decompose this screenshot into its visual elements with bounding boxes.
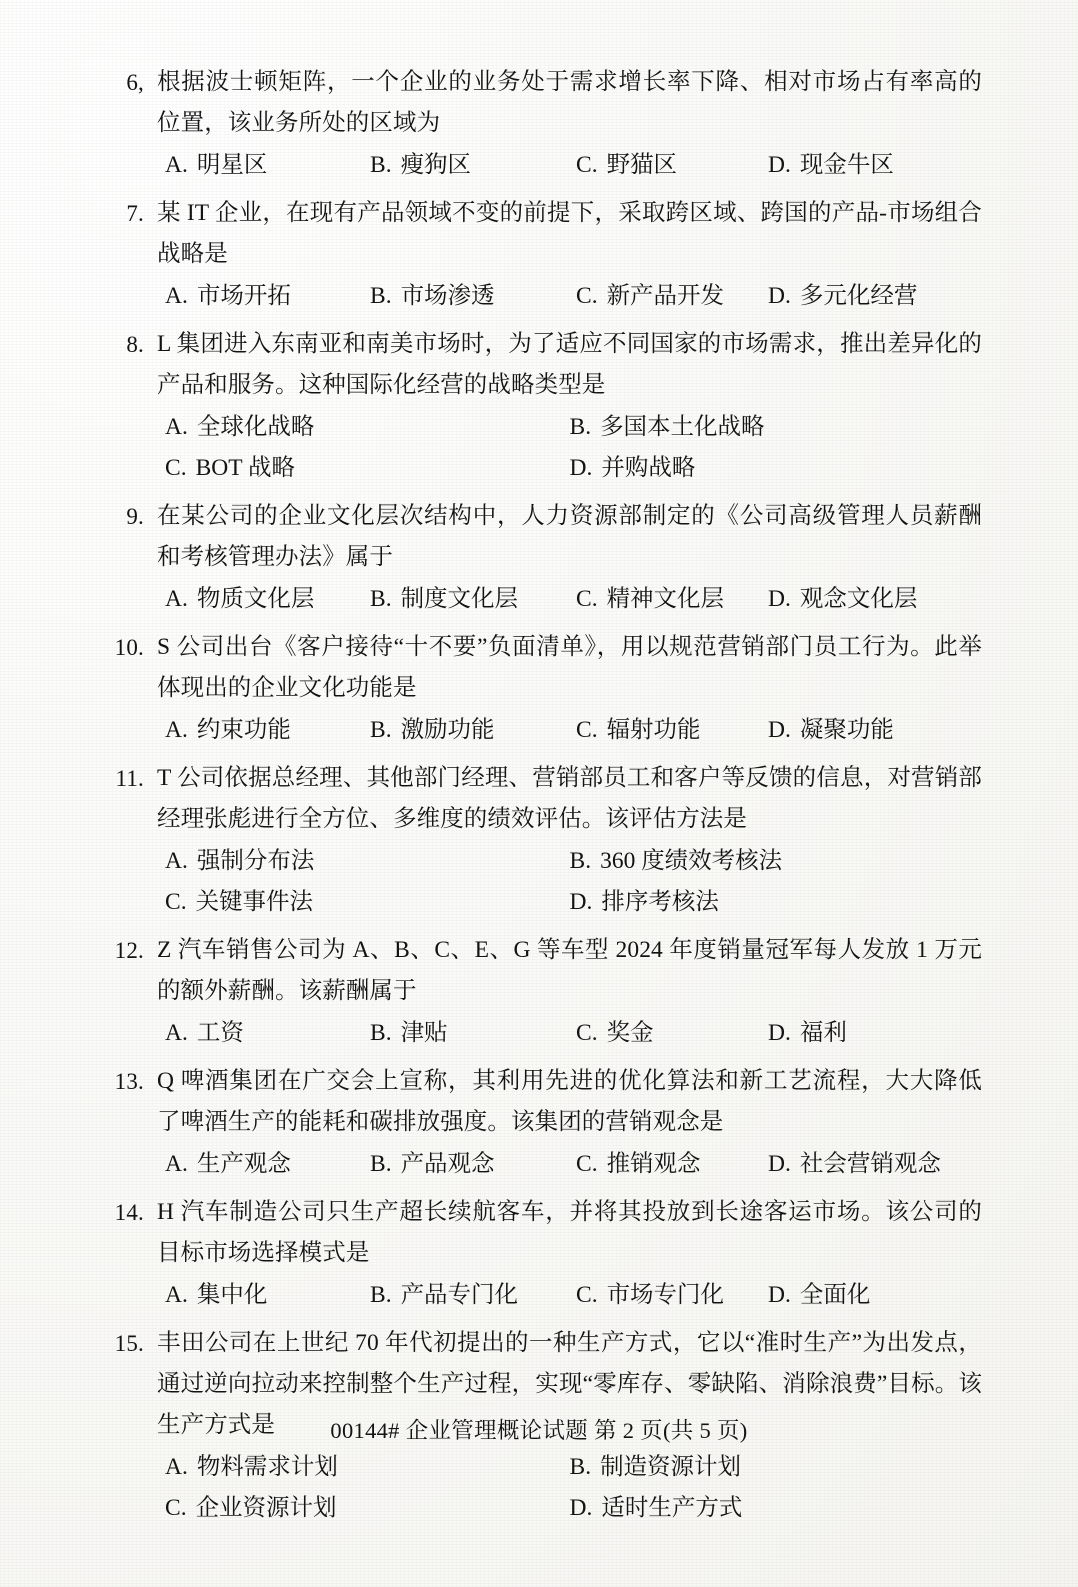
option-text: 观念文化层 xyxy=(799,586,918,612)
option-label: C . xyxy=(576,1151,598,1177)
question-stem: 根据波士顿矩阵，一个企业的业务处于需求增长率下降、相对市场占有率高的位置，该业务所处的区域为 xyxy=(157,69,982,136)
question-item xyxy=(104,62,982,186)
option-b[interactable] xyxy=(370,1144,576,1185)
option-label: C . xyxy=(576,283,598,309)
option-text: 制度文化层 xyxy=(400,586,519,612)
question-body xyxy=(144,930,982,1054)
option-label: D . xyxy=(570,455,593,481)
option-c[interactable] xyxy=(576,579,768,620)
option-text: 社会营销观念 xyxy=(799,1151,941,1177)
option-group xyxy=(157,1144,982,1185)
option-label: A . xyxy=(165,283,188,309)
option-c[interactable] xyxy=(576,145,768,186)
option-label: A . xyxy=(165,1020,188,1046)
option-b[interactable] xyxy=(370,579,576,620)
option-text: 物质文化层 xyxy=(196,586,315,612)
option-text: 产品观念 xyxy=(400,1151,495,1177)
option-group xyxy=(157,1275,982,1316)
question-stem: H 汽车制造公司只生产超长续航客车，并将其投放到长途客运市场。该公司的目标市场选择模式是 xyxy=(157,1199,982,1266)
option-label: D . xyxy=(768,586,791,612)
option-b[interactable] xyxy=(570,1447,983,1488)
option-b[interactable] xyxy=(370,145,576,186)
option-a[interactable] xyxy=(157,276,370,317)
option-c[interactable] xyxy=(576,710,768,751)
option-label: B . xyxy=(370,586,392,612)
option-label: D . xyxy=(768,283,791,309)
question-stem: T 公司依据总经理、其他部门经理、营销部员工和客户等反馈的信息，对营销部经理张彪进行全方位、多维度的绩效评估。该评估方法是 xyxy=(157,765,982,832)
option-c[interactable] xyxy=(576,1013,768,1054)
option-group xyxy=(157,710,982,751)
option-label: A . xyxy=(165,414,188,440)
question-item xyxy=(104,324,982,489)
option-text: 推销观念 xyxy=(606,1151,701,1177)
option-text: 凝聚功能 xyxy=(799,717,894,743)
question-body xyxy=(144,1192,982,1316)
question-number: 8. xyxy=(126,332,144,357)
option-a[interactable] xyxy=(157,145,370,186)
question-body xyxy=(144,324,982,489)
question-stem: 在某公司的企业文化层次结构中，人力资源部制定的《公司高级管理人员薪酬和考核管理办法》属于 xyxy=(157,503,982,570)
option-label: A . xyxy=(165,1282,188,1308)
question-body xyxy=(144,1061,982,1185)
option-text: 新产品开发 xyxy=(606,283,725,309)
option-label: D . xyxy=(570,1495,593,1521)
option-group xyxy=(157,1447,982,1529)
question-body xyxy=(144,62,982,186)
option-label: C . xyxy=(576,586,598,612)
option-text: 生产观念 xyxy=(196,1151,291,1177)
question-number: 7. xyxy=(126,201,144,226)
option-d[interactable] xyxy=(570,448,983,489)
question-body xyxy=(144,496,982,620)
option-text: 市场渗透 xyxy=(400,283,495,309)
option-a[interactable] xyxy=(157,1144,370,1185)
option-c[interactable] xyxy=(576,276,768,317)
option-label: D . xyxy=(570,889,593,915)
option-label: B . xyxy=(370,283,392,309)
question-item xyxy=(104,496,982,620)
page-footer: 00144# 企业管理概论试题 第 2 页(共 5 页) xyxy=(330,1418,748,1443)
option-label: B . xyxy=(370,717,392,743)
option-text: 奖金 xyxy=(606,1020,654,1046)
question-body xyxy=(144,193,982,317)
option-c[interactable] xyxy=(576,1144,768,1185)
option-text: 适时生产方式 xyxy=(601,1495,743,1521)
option-d[interactable] xyxy=(768,579,982,620)
option-label: C . xyxy=(165,889,187,915)
question-number: 15. xyxy=(114,1331,144,1356)
option-label: D . xyxy=(768,717,791,743)
option-label: A . xyxy=(165,717,188,743)
question-stem: 某 IT 企业，在现有产品领域不变的前提下，采取跨区域、跨国的产品-市场组合战略是 xyxy=(157,200,982,267)
option-text: 集中化 xyxy=(196,1282,268,1308)
option-text: 野猫区 xyxy=(606,152,678,178)
question-item xyxy=(104,930,982,1054)
option-text: 企业资源计划 xyxy=(195,1495,337,1521)
question-item xyxy=(104,1061,982,1185)
option-d[interactable] xyxy=(570,882,983,923)
option-text: 瘦狗区 xyxy=(400,152,472,178)
option-a[interactable] xyxy=(157,1447,570,1488)
option-label: B . xyxy=(570,414,592,440)
question-list xyxy=(104,62,982,1529)
option-label: C . xyxy=(576,152,598,178)
option-text: 福利 xyxy=(799,1020,847,1046)
option-label: D . xyxy=(768,1020,791,1046)
option-a[interactable] xyxy=(157,579,370,620)
option-text: 制造资源计划 xyxy=(600,1454,742,1480)
option-label: A . xyxy=(165,152,188,178)
option-b[interactable] xyxy=(570,841,983,882)
option-d[interactable] xyxy=(768,1013,982,1054)
option-label: A . xyxy=(165,1454,188,1480)
question-stem: L 集团进入东南亚和南美市场时，为了适应不同国家的市场需求，推出差异化的产品和服务。这种国际化经营的战略类型是 xyxy=(157,331,982,398)
question-stem: S 公司出台《客户接待“十不要”负面清单》，用以规范营销部门员工行为。此举体现出的企业文化功能是 xyxy=(157,634,982,701)
option-label: D . xyxy=(768,1151,791,1177)
option-c[interactable] xyxy=(157,1488,570,1529)
question-item xyxy=(104,1192,982,1316)
option-label: C . xyxy=(576,717,598,743)
option-label: B . xyxy=(370,1020,392,1046)
option-group xyxy=(157,276,982,317)
option-label: C . xyxy=(165,1495,187,1521)
option-a[interactable] xyxy=(157,407,570,448)
option-d[interactable] xyxy=(768,710,982,751)
option-c[interactable] xyxy=(157,448,570,489)
option-text: 关键事件法 xyxy=(195,889,314,915)
option-label: C . xyxy=(576,1282,598,1308)
option-label: B . xyxy=(370,1282,392,1308)
option-text: 并购战略 xyxy=(601,455,696,481)
option-b[interactable] xyxy=(570,407,983,448)
option-text: 全面化 xyxy=(799,1282,871,1308)
option-a[interactable] xyxy=(157,841,570,882)
option-text: 精神文化层 xyxy=(606,586,725,612)
option-text: 360 度绩效考核法 xyxy=(600,848,783,874)
question-number: 13. xyxy=(114,1069,144,1094)
question-item xyxy=(104,193,982,317)
option-label: B . xyxy=(570,1454,592,1480)
option-text: 多元化经营 xyxy=(799,283,918,309)
option-group xyxy=(157,407,982,489)
option-group xyxy=(157,841,982,923)
question-number: 12. xyxy=(114,938,144,963)
option-text: 市场开拓 xyxy=(196,283,291,309)
option-d[interactable] xyxy=(570,1488,983,1529)
option-b[interactable] xyxy=(370,1013,576,1054)
question-stem: Z 汽车销售公司为 A、B、C、E、G 等车型 2024 年度销量冠军每人发放 1 万元的额外薪酬。该薪酬属于 xyxy=(157,937,982,1004)
question-number: 11. xyxy=(115,766,144,791)
option-label: C . xyxy=(576,1020,598,1046)
option-label: C . xyxy=(165,455,187,481)
option-d[interactable] xyxy=(768,145,982,186)
option-text: 激励功能 xyxy=(400,717,495,743)
option-label: D . xyxy=(768,1282,791,1308)
option-label: B . xyxy=(570,848,592,874)
option-d[interactable] xyxy=(768,276,982,317)
option-text: 辐射功能 xyxy=(606,717,701,743)
option-b[interactable] xyxy=(370,276,576,317)
option-label: A . xyxy=(165,586,188,612)
option-text: 多国本土化战略 xyxy=(600,414,765,440)
option-text: 津贴 xyxy=(400,1020,448,1046)
option-text: 约束功能 xyxy=(196,717,291,743)
option-group xyxy=(157,1013,982,1054)
question-number: 9. xyxy=(126,504,144,529)
option-c[interactable] xyxy=(157,882,570,923)
option-text: 全球化战略 xyxy=(196,414,315,440)
option-text: 产品专门化 xyxy=(400,1282,519,1308)
option-a[interactable] xyxy=(157,710,370,751)
question-item xyxy=(104,627,982,751)
question-stem: 丰田公司在上世纪 70 年代初提出的一种生产方式，它以“准时生产”为出发点，通过逆向拉动来控制整个生产过程，实现“零库存、零缺陷、消除浪费”目标。该生产方式是 xyxy=(157,1330,982,1438)
option-text: 物料需求计划 xyxy=(196,1454,338,1480)
option-label: B . xyxy=(370,152,392,178)
option-text: 排序考核法 xyxy=(601,889,719,915)
question-stem: Q 啤酒集团在广交会上宣称，其利用先进的优化算法和新工艺流程，大大降低了啤酒生产的能耗和碳排放强度。该集团的营销观念是 xyxy=(157,1068,982,1135)
option-group xyxy=(157,579,982,620)
option-text: 市场专门化 xyxy=(606,1282,725,1308)
option-text: 工资 xyxy=(196,1020,244,1046)
question-body xyxy=(144,627,982,751)
option-label: A . xyxy=(165,848,188,874)
option-text: 现金牛区 xyxy=(799,152,894,178)
option-text: 明星区 xyxy=(196,152,268,178)
option-group xyxy=(157,145,982,186)
option-label: A . xyxy=(165,1151,188,1177)
option-label: D . xyxy=(768,152,791,178)
option-text: 强制分布法 xyxy=(196,848,315,874)
option-text: BOT 战略 xyxy=(195,455,296,481)
option-a[interactable] xyxy=(157,1013,370,1054)
question-number: 6, xyxy=(126,70,144,95)
question-number: 14. xyxy=(114,1200,144,1225)
option-label: B . xyxy=(370,1151,392,1177)
option-a[interactable] xyxy=(157,1275,370,1316)
option-c[interactable] xyxy=(576,1275,768,1316)
question-item xyxy=(104,758,982,923)
option-d[interactable] xyxy=(768,1144,982,1185)
option-d[interactable] xyxy=(768,1275,982,1316)
question-number: 10. xyxy=(114,635,144,660)
option-b[interactable] xyxy=(370,710,576,751)
question-body xyxy=(144,758,982,923)
option-b[interactable] xyxy=(370,1275,576,1316)
